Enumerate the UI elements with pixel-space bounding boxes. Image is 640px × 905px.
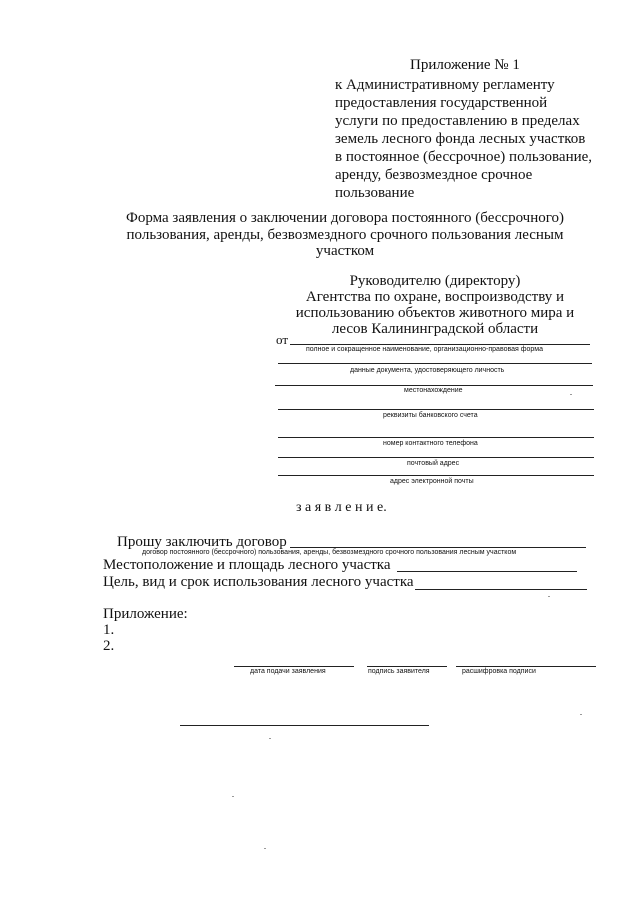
appendix-number: Приложение № 1 [410, 57, 520, 73]
scan-speck [580, 714, 582, 715]
appendix-line: в постоянное (бессрочное) пользование, [335, 149, 593, 165]
phone-field[interactable] [278, 437, 594, 438]
purpose-field[interactable] [415, 589, 587, 590]
signature-decode-caption: расшифровка подписи [462, 668, 536, 675]
scan-speck [264, 848, 266, 849]
appendix-line: пользование [335, 185, 415, 201]
email-field[interactable] [278, 475, 594, 476]
purpose-label: Цель, вид и срок использования лесного участка [103, 574, 414, 590]
form-title-line: пользования, аренды, безвозмездного срочного пользования лесным [126, 227, 564, 243]
scan-speck [232, 796, 234, 797]
appendix-line: услуги по предоставлению в пределах [335, 113, 580, 129]
scan-speck [548, 596, 550, 597]
statement-heading: з а я в л е н и е. [296, 500, 387, 515]
location-area-label: Местоположение и площадь лесного участка [103, 557, 391, 573]
date-caption: дата подачи заявления [250, 668, 326, 675]
signature-decode-field[interactable] [456, 666, 596, 667]
attachment-item: 2. [103, 638, 115, 654]
bottom-rule [180, 725, 429, 726]
request-prefix: Прошу заключить договор [117, 534, 287, 550]
bank-field[interactable] [278, 409, 594, 410]
signature-caption: подпись заявителя [368, 668, 430, 675]
contract-type-caption: договор постоянного (бессрочного) пользования, аренды, безвозмездного срочного пользования лесным участком [142, 549, 517, 556]
scan-speck [269, 738, 271, 739]
appendix-line: к Административному регламенту [335, 77, 555, 93]
form-title-line: Форма заявления о заключении договора постоянного (бессрочного) [125, 210, 565, 226]
postal-field[interactable] [278, 457, 594, 458]
id-doc-field[interactable] [278, 363, 592, 364]
appendix-line: аренду, безвозмездное срочное [335, 167, 533, 183]
phone-caption: номер контактного телефона [383, 440, 478, 447]
form-title-line: участком [315, 243, 375, 259]
signature-field[interactable] [367, 666, 447, 667]
addressee-line: лесов Калининградской области [331, 321, 539, 337]
email-caption: адрес электронной почты [390, 478, 474, 485]
scan-speck [570, 394, 572, 395]
bank-caption: реквизиты банковского счета [383, 412, 478, 419]
addressee-line: использованию объектов животного мира и [295, 305, 575, 321]
postal-caption: почтовый адрес [407, 460, 460, 467]
attachment-item: 1. [103, 622, 115, 638]
addressee-line: Агентства по охране, воспроизводству и [305, 289, 565, 305]
location-caption: местонахождение [404, 387, 463, 394]
date-field[interactable] [234, 666, 354, 667]
name-field[interactable] [290, 344, 590, 345]
appendix-line: предоставления государственной [335, 95, 548, 111]
location-field[interactable] [275, 385, 593, 386]
addressee-line: Руководителю (директору) [349, 273, 521, 289]
name-caption: полное и сокращенное наименование, организационно-правовая форма [306, 346, 544, 353]
appendix-line: земель лесного фонда лесных участков [335, 131, 586, 147]
from-label: от [276, 332, 289, 347]
id-doc-caption: данные документа, удостоверяющего личность [350, 367, 505, 374]
location-area-field[interactable] [397, 571, 577, 572]
attachments-label: Приложение: [103, 606, 188, 622]
contract-type-field[interactable] [290, 547, 586, 548]
